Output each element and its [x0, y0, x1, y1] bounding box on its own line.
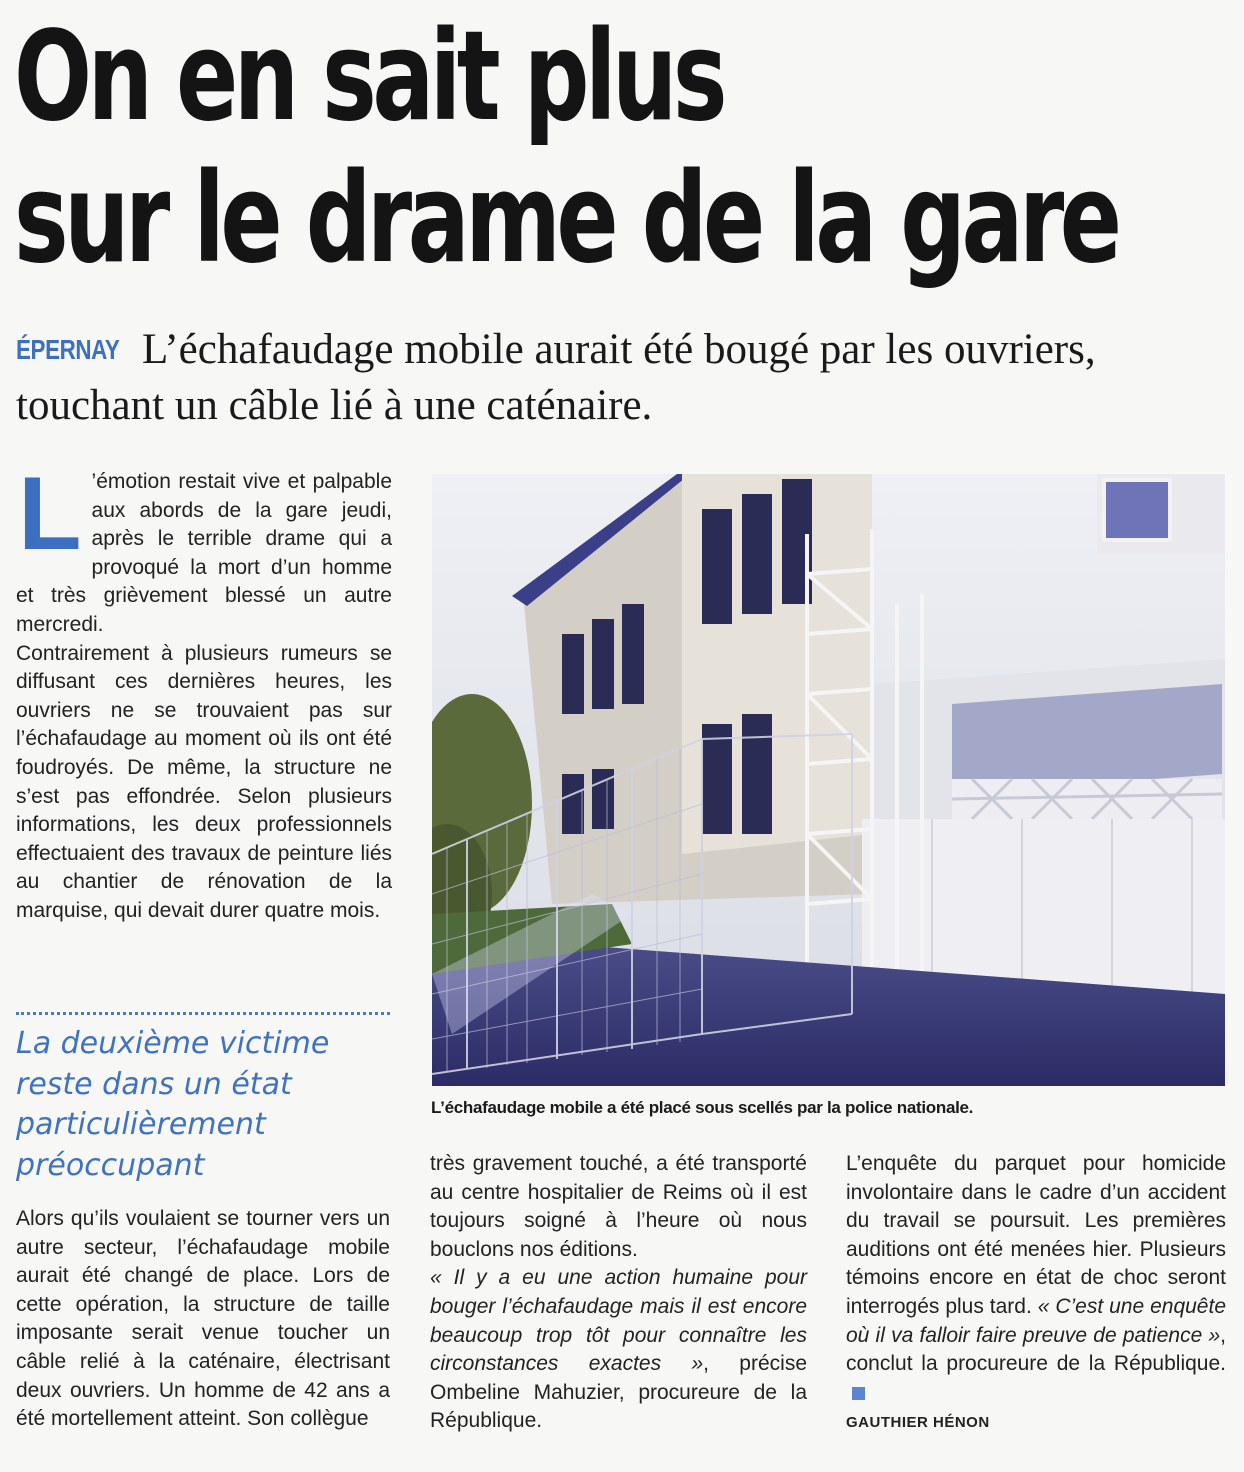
column-3	[846, 1150, 1226, 1438]
location-label: ÉPERNAY	[16, 334, 120, 365]
quote-paragraph-1	[430, 1264, 807, 1436]
subheading: La deuxième victime reste dans un état particulièrement préoccupant	[16, 1026, 330, 1183]
deck	[16, 322, 1231, 434]
paragraph-2: Contrairement à plusieurs rumeurs se diffusant ces dernières heures, les ouvriers ne se trouvaient pas sur l’échafaudage au moment où ils ont été foudroyés. De même, la structure ne s’est pas effondrée. Selon plusieurs informations, les deux professionnels effectuaient des travaux de peinture liés au chantier de rénovation de la marquise, qui devait durer quatre mois.	[16, 641, 392, 922]
paragraph-5	[846, 1150, 1226, 1407]
headline-line-1: On en sait plus	[14, 5, 724, 149]
author-byline: GAUTHIER HÉNON	[846, 1414, 990, 1432]
paragraph-4: très gravement touché, a été transporté au centre hospitalier de Reims où il est toujours soigné à l’heure où nous bouclons nos éditions.	[430, 1152, 807, 1261]
paragraph-5-end: , conclut la procureure de la République.	[846, 1323, 1226, 1376]
paragraph-3: Alors qu’ils voulaient se tourner vers un autre secteur, l’échafaudage mobile aurait été changé de place. Lors de cette opération, la structure de taille imposante serait venue toucher un câble relié à la caténaire, électrisant deux ouvriers. Un homme de 42 ans a été mortellement atteint. Son collègue	[16, 1207, 390, 1431]
quote-1: « Il y a eu une action humaine pour bouger l’échafaudage mais il est encore beaucoup trop tôt pour connaître les circonstances exactes »	[430, 1266, 807, 1376]
deck-text: L’échafaudage mobile aurait été bougé par les ouvriers, touchant un câble lié à une caténaire.	[16, 326, 1096, 429]
drop-cap: L	[18, 456, 82, 572]
lead-column	[16, 456, 392, 926]
lead-text: ’émotion restait vive et palpable aux abords de la gare jeudi, après le terrible drame qui a provoqué la mort d’un homme et très grièvement blessé un autre mercredi.	[16, 470, 392, 636]
paragraph-5-start: L’enquête du parquet pour homicide involontaire dans le cadre d’un accident du travail se poursuit. Les premières auditions ont été menées hier. Plusieurs témoins encore en état de choc seront interrogés plus tard.	[846, 1152, 1226, 1318]
article-photo	[432, 474, 1225, 1086]
end-of-article-mark	[852, 1387, 865, 1400]
dotted-separator	[16, 1012, 390, 1015]
column-1-bottom	[16, 1205, 390, 1434]
scaffold-photo-illustration	[432, 474, 1225, 1086]
headline-line-2: sur le drame de la gare	[14, 147, 1118, 291]
headline	[14, 5, 1118, 291]
column-2	[430, 1150, 807, 1436]
quote-1-attribution: , précise Ombeline Mahuzier, procureure de la République.	[430, 1352, 807, 1433]
photo-caption: L’échafaudage mobile a été placé sous scellés par la police nationale.	[431, 1098, 974, 1117]
quote-2: « C’est une enquête où il va falloir faire preuve de patience »	[846, 1294, 1226, 1347]
